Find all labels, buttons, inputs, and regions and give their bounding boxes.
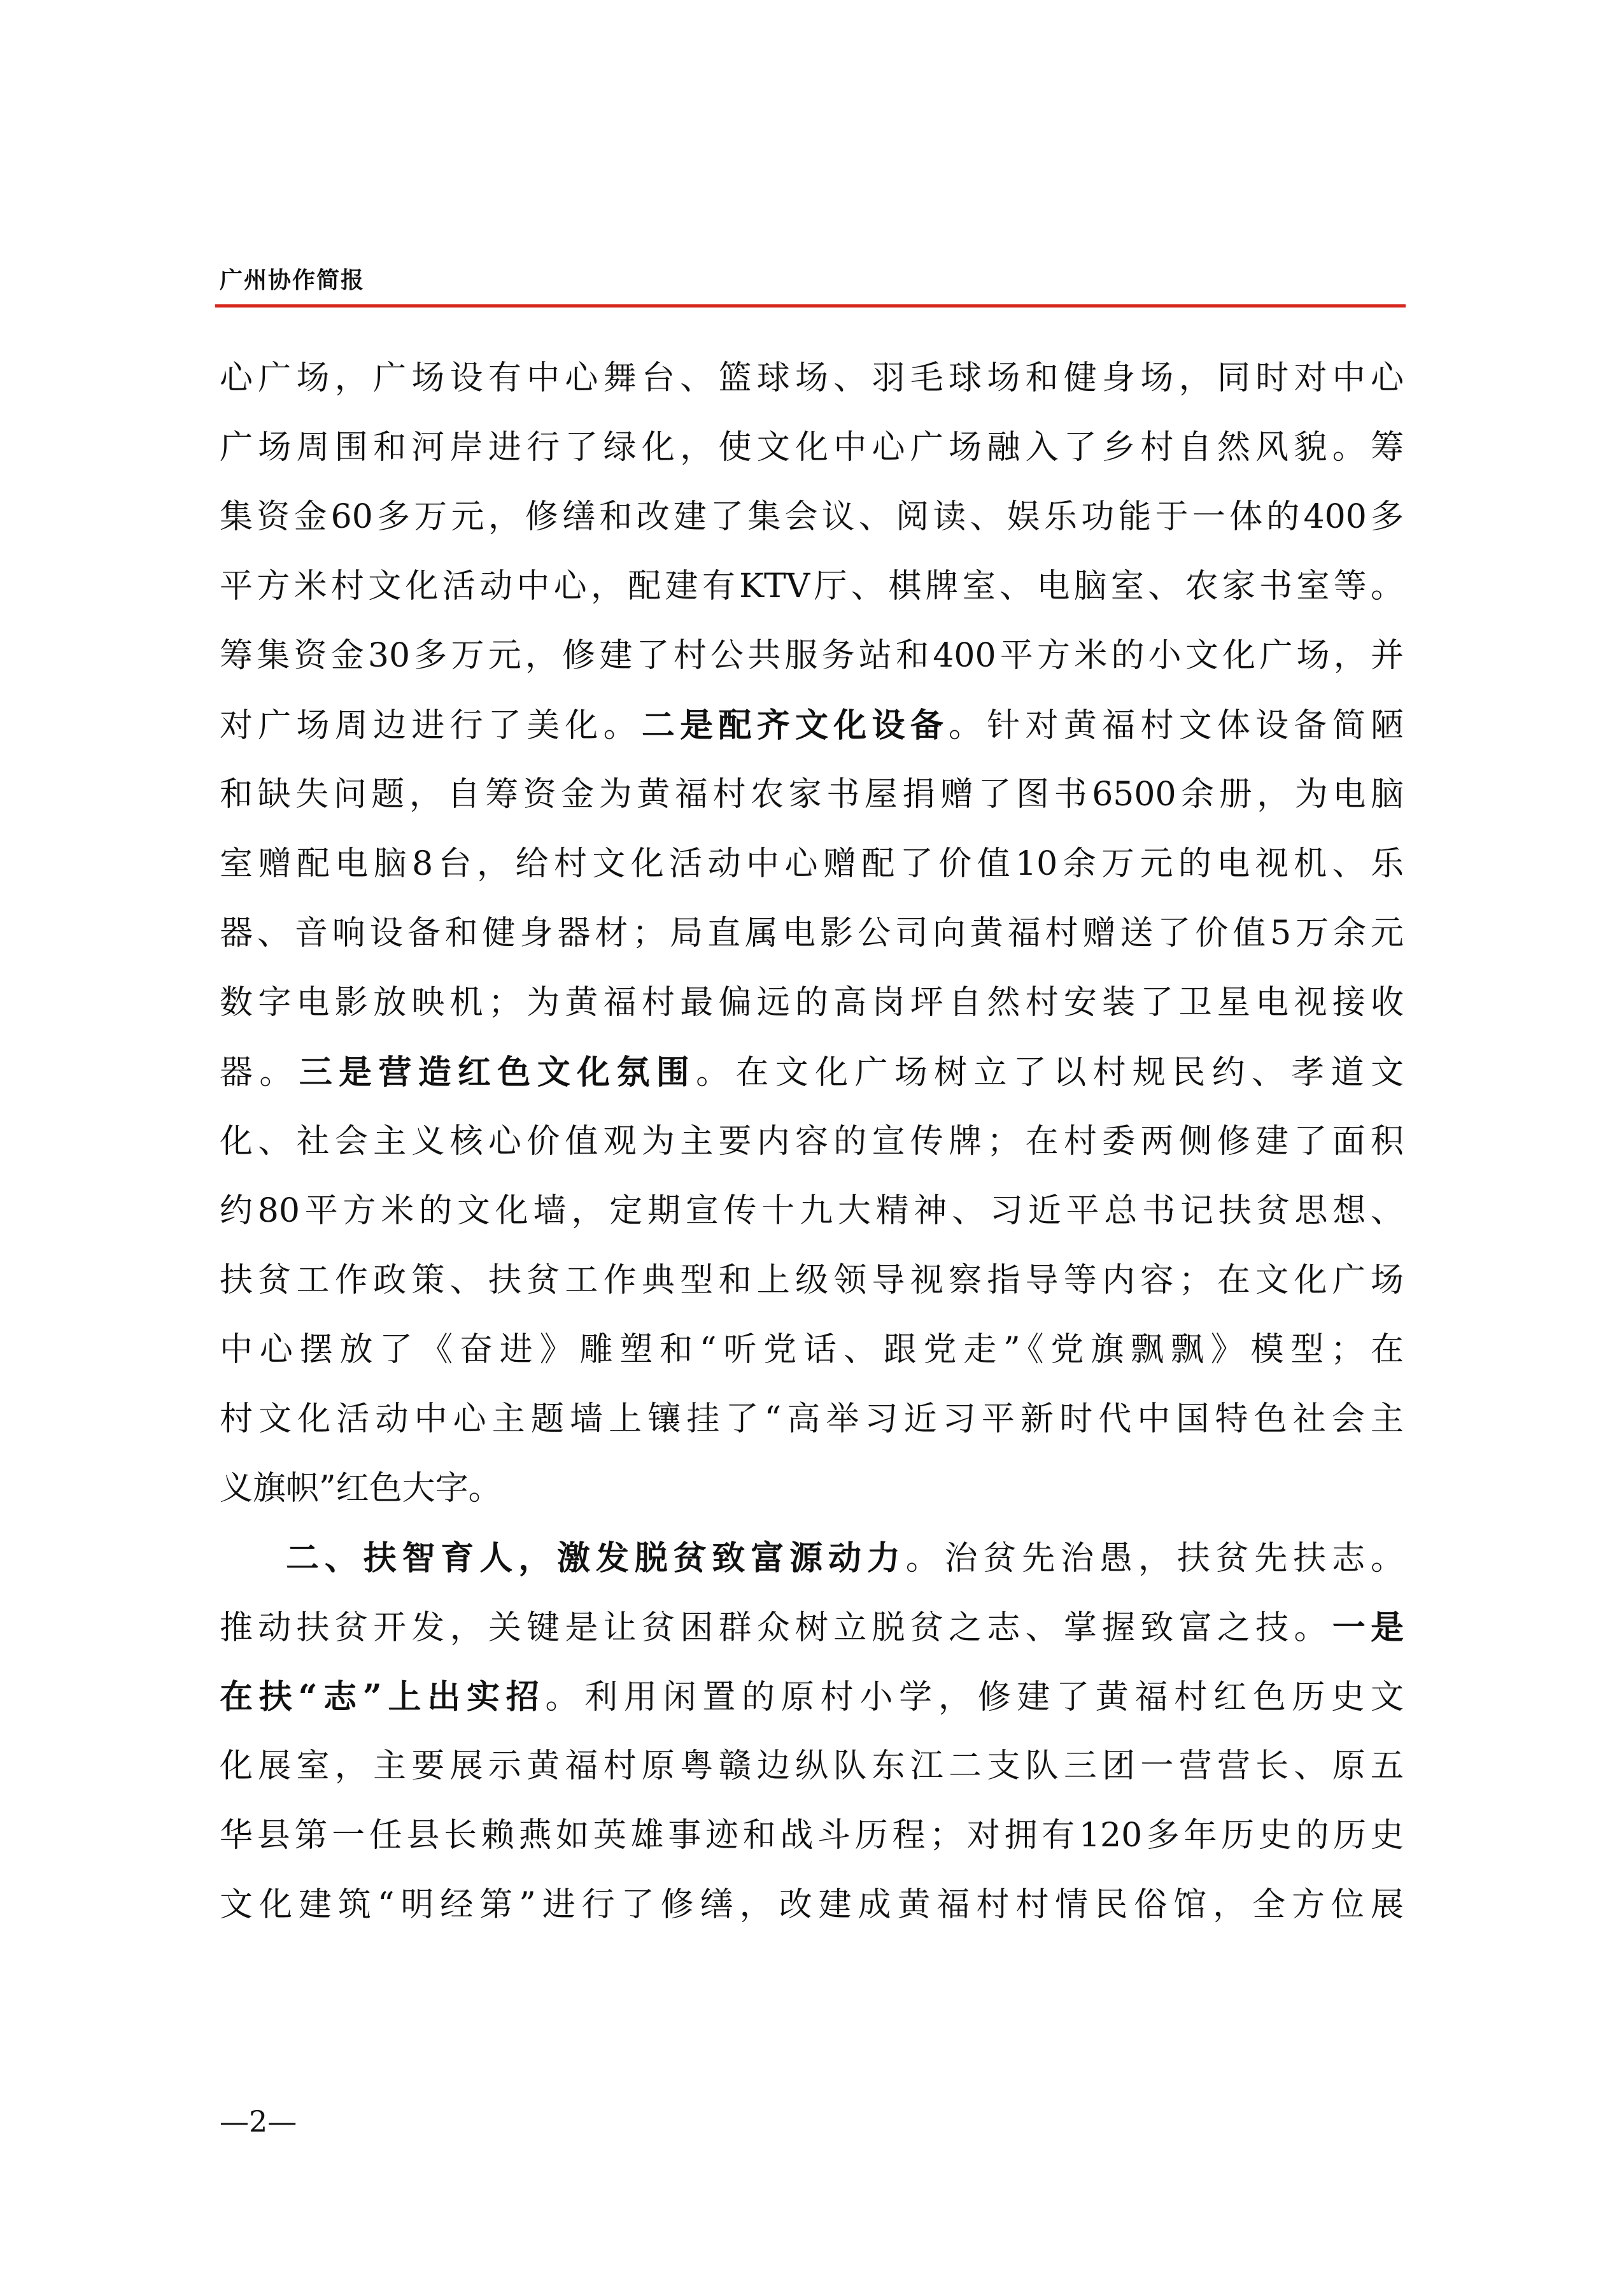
- text-run: 对广场周边进行了美化。: [220, 707, 642, 745]
- text-line: [220, 1315, 1404, 1385]
- text-line: [220, 1385, 1404, 1454]
- text-line: [220, 1454, 1404, 1524]
- text-run: 约80平方米的文化墙，定期宣传十九大精神、习近平总书记扶贫思想、: [220, 1192, 1404, 1230]
- text-line: [220, 691, 1404, 760]
- text-line: [220, 1524, 1404, 1593]
- text-run: 。治贫先治愚，扶贫先扶志。: [905, 1539, 1404, 1578]
- text-line: [220, 1801, 1404, 1871]
- text-run: 集资金60多万元，修缮和改建了集会议、阅读、娱乐功能于一体的400多: [220, 498, 1404, 536]
- text-line: [220, 1107, 1404, 1177]
- article-body: [220, 344, 1404, 1940]
- text-run: 化展室，主要展示黄福村原粤赣边纵队东江二支队三团一营营长、原五: [220, 1747, 1404, 1785]
- newsletter-title: 广州协作简报: [220, 267, 365, 294]
- text-line: [220, 760, 1404, 830]
- bold-phrase: 三是营造红色文化氛围: [299, 1053, 696, 1092]
- bold-phrase: 在扶“志”上出实招: [220, 1678, 546, 1716]
- text-run: 广场周围和河岸进行了绿化，使文化中心广场融入了乡村自然风貌。筹: [220, 428, 1404, 467]
- text-run: 村文化活动中心主题墙上镶挂了“高举习近习平新时代中国特色社会主: [220, 1400, 1404, 1438]
- text-line: [220, 1038, 1404, 1107]
- text-run: 扶贫工作政策、扶贫工作典型和上级领导视察指导等内容；在文化广场: [220, 1261, 1404, 1299]
- bold-phrase: 二是配齐文化设备: [641, 706, 949, 745]
- text-run: 推动扶贫开发，关键是让贫困群众树立脱贫之志、掌握致富之技。: [220, 1609, 1332, 1647]
- text-line: [220, 1871, 1404, 1940]
- text-run: 。利用闲置的原村小学，修建了黄福村红色历史文: [545, 1678, 1404, 1716]
- text-run: 。在文化广场树立了以村规民约、孝道文: [696, 1054, 1404, 1092]
- text-run: 华县第一任县长赖燕如英雄事迹和战斗历程；对拥有120多年历史的历史: [220, 1816, 1404, 1855]
- text-run: 器、音响设备和健身器材；局直属电影公司向黄福村赠送了价值5万余元: [220, 914, 1404, 952]
- text-line: [220, 830, 1404, 899]
- text-run: 室赠配电脑8台，给村文化活动中心赠配了价值10余万元的电视机、乐: [220, 845, 1404, 883]
- text-line: [220, 621, 1404, 691]
- text-run: 器。: [220, 1054, 299, 1092]
- bold-phrase: 二、扶智育人，激发脱贫致富源动力: [286, 1539, 906, 1578]
- text-line: [220, 344, 1404, 413]
- text-run: 数字电影放映机；为黄福村最偏远的高岗坪自然村安装了卫星电视接收: [220, 984, 1404, 1022]
- text-run: 和缺失问题，自筹资金为黄福村农家书屋捐赠了图书6500余册，为电脑: [220, 775, 1404, 814]
- text-line: [220, 968, 1404, 1038]
- text-run: 平方米村文化活动中心，配建有KTV厅、棋牌室、电脑室、农家书室等。: [220, 567, 1404, 605]
- text-line: [220, 1662, 1404, 1732]
- text-run: 。针对黄福村文体设备简陋: [949, 707, 1404, 745]
- text-line: [220, 552, 1404, 621]
- text-run: 筹集资金30多万元，修建了村公共服务站和400平方米的小文化广场，并: [220, 637, 1404, 675]
- text-run: 心广场，广场设有中心舞台、篮球场、羽毛球场和健身场，同时对中心: [220, 359, 1404, 397]
- text-line: [220, 483, 1404, 552]
- header-divider: [215, 304, 1406, 308]
- page-number: —2—: [220, 2104, 297, 2139]
- text-run: 文化建筑“明经第”进行了修缮，改建成黄福村村情民俗馆，全方位展: [220, 1886, 1404, 1924]
- text-run: 化、社会主义核心价值观为主要内容的宣传牌；在村委两侧修建了面积: [220, 1122, 1404, 1161]
- text-line: [220, 1177, 1404, 1246]
- text-line: [220, 899, 1404, 968]
- text-line: [220, 1593, 1404, 1662]
- text-line: [220, 1732, 1404, 1801]
- text-line: [220, 1246, 1404, 1315]
- text-line: [220, 413, 1404, 483]
- text-run: 义旗帜”红色大字。: [220, 1469, 502, 1508]
- bold-phrase: 一是: [1332, 1608, 1404, 1647]
- text-run: 中心摆放了《奋进》雕塑和“听党话、跟党走”《党旗飘飘》模型；在: [220, 1331, 1404, 1369]
